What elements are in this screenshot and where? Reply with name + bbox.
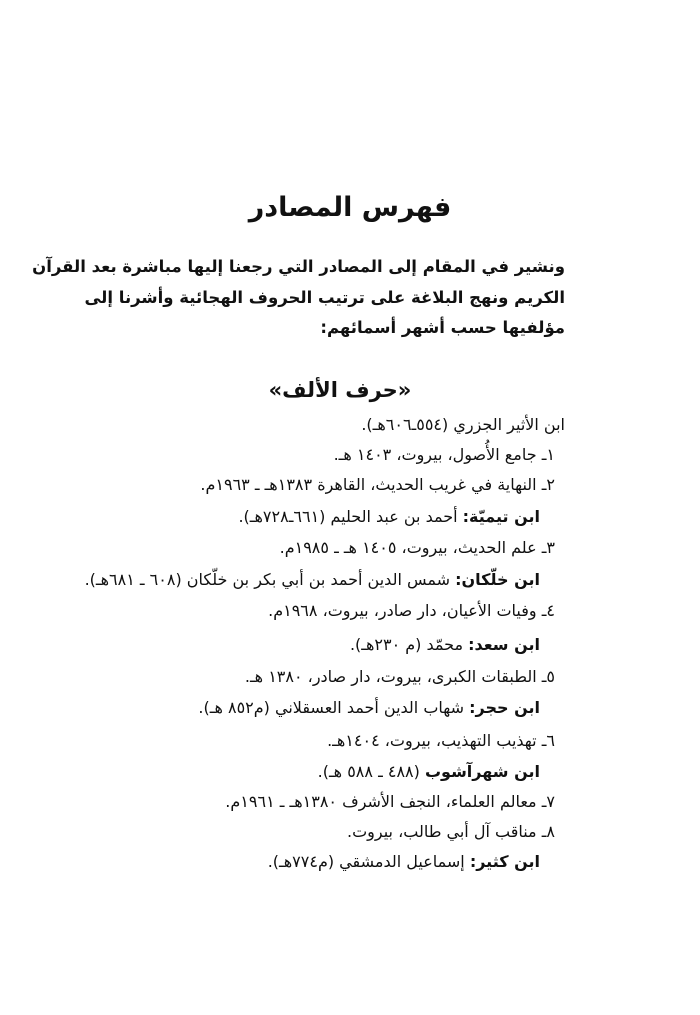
entry-text: شمس الدين أحمد بن أبي بكر بن خلّكان (٦٠٨ ـ ٦٨١هـ).	[84, 570, 456, 589]
source-entry	[198, 697, 540, 719]
entry-text: ٥ـ الطبقات الكبرى، بيروت، دار صادر، ١٣٨٠ هـ.	[244, 667, 555, 686]
source-entry	[268, 600, 555, 622]
entry-text: إسماعيل الدمشقي (م٧٧٤هـ).	[267, 852, 470, 871]
entry-text: محمّد (م ٢٣٠هـ).	[349, 635, 469, 654]
entry-text: ٣ـ علم الحديث، بيروت، ١٤٠٥ هـ ـ ١٩٨٥م.	[279, 538, 555, 557]
entry-text: ٤ـ وفيات الأعيان، دار صادر، بيروت، ١٩٦٨م.	[268, 601, 555, 620]
entry-text: ٢ـ النهاية في غريب الحديث، القاهرة ١٣٨٣هـ ـ ١٩٦٣م.	[200, 475, 555, 494]
source-entry	[85, 569, 540, 591]
source-entry	[327, 730, 555, 752]
entry-text: ١ـ جامع الأُصول، بيروت، ١٤٠٣ هـ.	[333, 445, 555, 464]
author-name: ابن حجر:	[469, 698, 540, 717]
source-entry	[347, 821, 555, 843]
source-entry	[318, 761, 540, 783]
source-entry	[334, 444, 555, 466]
intro-line-2: الكريم ونهج البلاغة على ترتيب الحروف الهجائية وأشرنا إلى	[84, 288, 565, 307]
source-entry	[200, 474, 555, 496]
source-entry	[245, 666, 555, 688]
entry-text: ابن الأثير الجزري (٥٥٤ـ٦٠٦هـ).	[361, 415, 565, 434]
author-name: ابن كثير:	[469, 852, 540, 871]
intro-line-3: مؤلفيها حسب أشهر أسمائهم:	[320, 318, 565, 337]
source-entry	[350, 634, 540, 656]
entry-text: ٧ـ معالم العلماء، النجف الأشرف ١٣٨٠هـ ـ ١٩٦١م.	[225, 792, 555, 811]
entry-text: ٨ـ مناقب آل أبي طالب، بيروت.	[347, 822, 555, 841]
author-name: ابن خلّكان:	[455, 570, 540, 589]
entry-text: أحمد بن عبد الحليم (٦٦١ـ٧٢٨هـ).	[238, 507, 463, 526]
entry-text: (٤٨٨ ـ ٥٨٨ هـ).	[317, 762, 425, 781]
source-entry	[361, 414, 565, 436]
intro-line-1: ونشير في المقام إلى المصادر التي رجعنا إليها مباشرة بعد القرآن	[32, 257, 565, 276]
entry-text: شهاب الدين أحمد العسقلاني (م٨٥٢ هـ).	[198, 698, 470, 717]
entry-text: ٦ـ تهذيب التهذيب، بيروت، ١٤٠٤هـ.	[327, 731, 555, 750]
page-title: فهرس المصادر	[248, 192, 452, 223]
section-heading: «حرف الألف»	[268, 378, 412, 402]
source-entry	[238, 506, 540, 528]
author-name: ابن سعد:	[468, 635, 540, 654]
source-entry	[280, 537, 555, 559]
source-entry	[268, 851, 540, 873]
source-entry	[225, 791, 555, 813]
author-name: ابن شهرآشوب	[424, 762, 540, 781]
author-name: ابن تيميّة:	[462, 507, 540, 526]
